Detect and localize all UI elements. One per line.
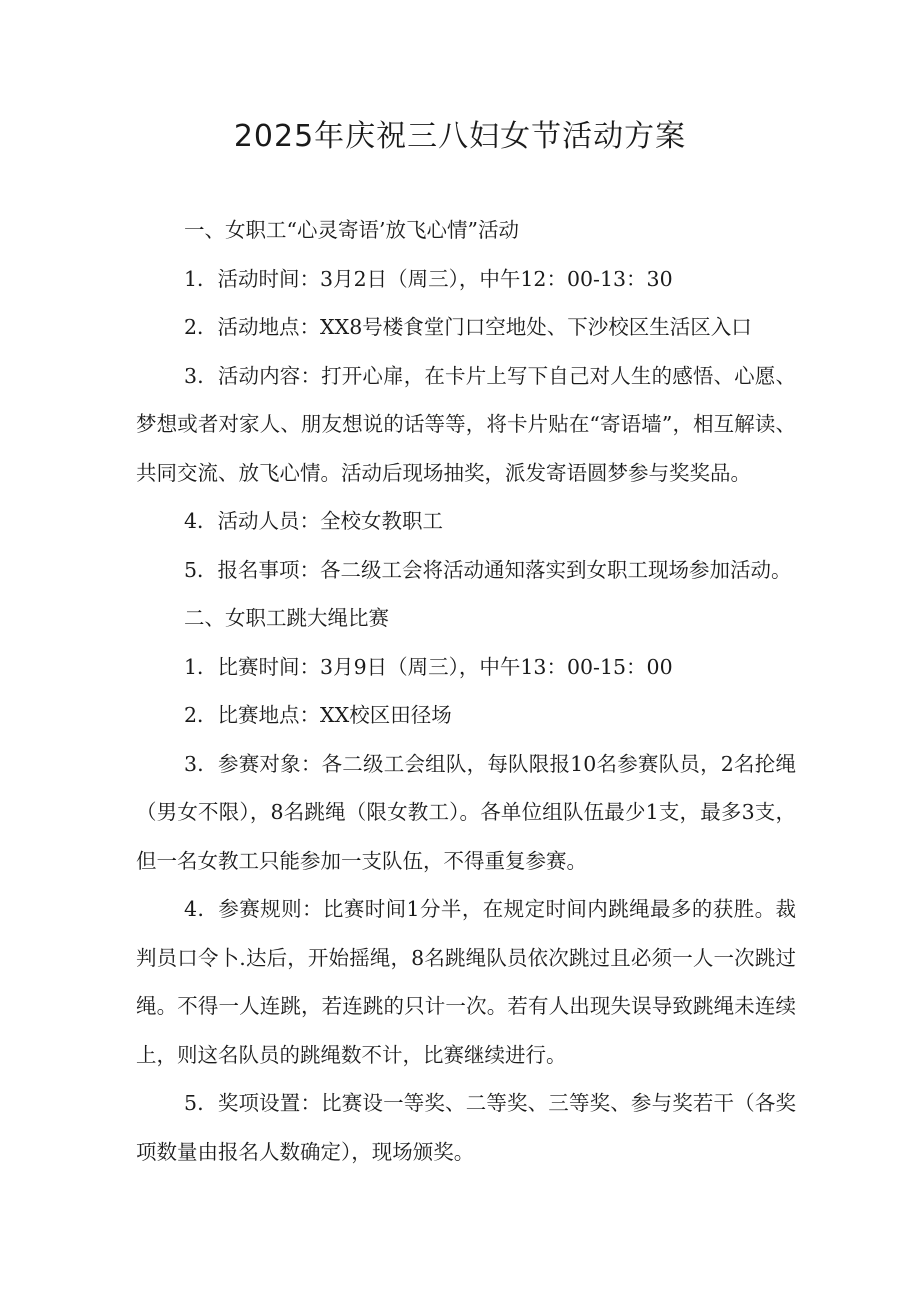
document-title: 2025年庆祝三八妇女节活动方案 (233, 119, 687, 154)
document-body (136, 206, 796, 1176)
section-heading-2: 二、女职工跳大绳比赛 (184, 606, 389, 630)
paragraph-match-time: 1．比赛时间：3月9日（周三），中午13：00-15：00 (184, 654, 673, 679)
paragraph-activity-time: 1．活动时间：3月2日（周三），中午12：00-13：30 (184, 266, 673, 291)
paragraph-awards: 5．奖项设置：比赛设一等奖、二等奖、三等奖、参与奖若干（各奖项数量由报名人数确定），现场颁奖。 (136, 1091, 796, 1164)
paragraph-participants: 3．参赛对象：各二级工会组队，每队限报10名参赛队员，2名抡绳（男女不限），8名跳绳（限女教工）。各单位组队伍最少1支，最多3支，但一名女教工只能参加一支队伍，不得重复参赛。 (136, 751, 796, 873)
paragraph-registration: 5．报名事项：各二级工会将活动通知落实到女职工现场参加活动。 (184, 557, 792, 582)
paragraph-activity-participants: 4．活动人员：全校女教职工 (184, 509, 444, 533)
paragraph-rules: 4．参赛规则：比赛时间1分半，在规定时间内跳绳最多的获胜。裁判员口令卜.达后，开始摇绳，8名跳绳队员依次跳过且必须一人一次跳过绳。不得一人连跳，若连跳的只计一次。若有人出现失误导致跳绳未连续上，则这名队员的跳绳数不计，比赛继续进行。 (136, 897, 796, 1067)
paragraph-activity-location: 2．活动地点：XX8号楼食堂门口空地处、下沙校区生活区入口 (184, 315, 752, 339)
paragraph-match-location: 2．比赛地点：XX校区田径场 (184, 703, 452, 727)
section-heading-1: 一、女职工“心灵寄语’放飞心情”活动 (184, 218, 519, 242)
paragraph-activity-content: 3．活动内容：打开心扉，在卡片上写下自己对人生的感悟、心愿、梦想或者对家人、朋友想说的话等等，将卡片贴在“寄语墙”，相互解读、共同交流、放飞心情。活动后现场抽奖，派发寄语圆梦参与奖奖品。 (136, 363, 796, 485)
